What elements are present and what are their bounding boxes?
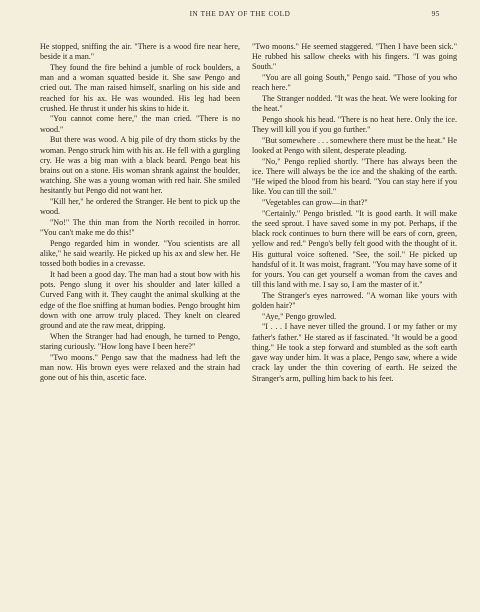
- left-column: [40, 42, 240, 383]
- paragraph: When the Stranger had had enough, he turned to Pengo, staring curiously. "How long have I been here?": [40, 331, 240, 351]
- paragraph: "Vegetables can grow—in that?": [262, 198, 368, 208]
- page-number: 95: [431, 10, 440, 18]
- paragraph: "Aye," Pengo growled.: [262, 311, 337, 321]
- paragraph: The Stranger nodded. "It was the heat. We were looking for the heat.": [252, 94, 457, 114]
- paragraph: But there was wood. A big pile of dry thorn sticks by the woman. Pengo struck him with his ax. He fell with a gurgling cry. He was a big man with a black beard. Pengo beat his brains out on a stone. His woman shrank against the boulder, watching. She was a young woman with red hair. She smiled hesitantly but Pengo did not want her.: [40, 135, 240, 196]
- paragraph: "But somewhere . . . somewhere there must be the heat." He looked at Pengo with silent, desperate pleading.: [252, 135, 457, 156]
- paragraph: Pengo regarded him in wonder. "You scientists are all alike," he said wearily. He picked up his ax and slew her. He tossed both bodies in a crevasse.: [40, 238, 240, 269]
- paragraph: It had been a good day. The man had a stout bow with his pots. Pengo slung it over his shoulder and later killed a Curved Fang with it. They caught the animal skulking at the edge of the floe sniffing at human bodies. Pengo brought him down with one arrow truly placed. They knelt on cleared ground and ate the raw meat, dripping.: [40, 269, 240, 330]
- paragraph: "Two moons." Pengo saw that the madness had left the man now. His brown eyes were relaxed and the strain had gone out of his thin, ascetic face.: [40, 352, 240, 382]
- chapter-title: IN THE DAY OF THE COLD: [189, 10, 291, 18]
- paragraph: "Certainly." Pengo bristled. "It is good earth. It will make the seed sprout. I have saved some in my pot. Perhaps, if the black rock continues to burn there will be ears of corn, green, yellow and red." Pengo's belly felt good with the thought of it. His guttural voice softened. "See, the soil." He picked up handsful of it. It was moist, fragrant. "You may have some of it for yours. You can get yourself a woman from the caves and till this land with me. I say so, I am the master of it.": [252, 208, 457, 290]
- paragraph: Pengo shook his head. "There is no heat here. Only the ice. They will kill you if you go further.": [252, 114, 457, 135]
- paragraph: "No!" The thin man from the North recoiled in horror. "You can't make me do this!": [40, 217, 240, 238]
- right-column: [252, 42, 457, 384]
- paragraph: "Two moons." He seemed staggered. "Then I have been sick." He rubbed his sallow cheeks with his fingers. "I was going South.": [252, 42, 457, 72]
- paragraph: "I . . . I have never tilled the ground. I or my father or my father's father." He stared as if fascinated. "It would be a good thing." He took a step forward and stumbled as the soft earth gave way under him. It was a place, Pengo saw, where a wide crack lay under the thin covering of earth. He seized the Stranger's arm, pulling him back to his feet.: [252, 322, 457, 383]
- paragraph: The Stranger's eyes narrowed. "A woman like yours with golden hair?": [252, 290, 457, 311]
- paragraph: He stopped, sniffing the air. "There is a wood fire near here, beside it a man.": [40, 42, 240, 62]
- paragraph: "No," Pengo replied shortly. "There has always been the ice. There will always be the ice and the shaking of the earth. "He wiped the blood from his beard. "You can stay here if you like. You can till the soil.": [252, 156, 457, 197]
- paragraph: "Kill her," he ordered the Stranger. He bent to pick up the wood.: [40, 197, 240, 217]
- paragraph: They found the fire behind a jumble of rock boulders, a man and a woman squatted beside it. She saw Pengo and cried out. The man raised himself, snarling on his side and reached for his ax. He was wounded. His leg had been crushed. He thrust it under his skins to hide it.: [40, 62, 240, 113]
- paragraph: "You are all going South," Pengo said. "Those of you who reach here.": [252, 73, 457, 93]
- running-header: [40, 10, 440, 24]
- paragraph: "You cannot come here," the man cried. "There is no wood.": [40, 114, 240, 134]
